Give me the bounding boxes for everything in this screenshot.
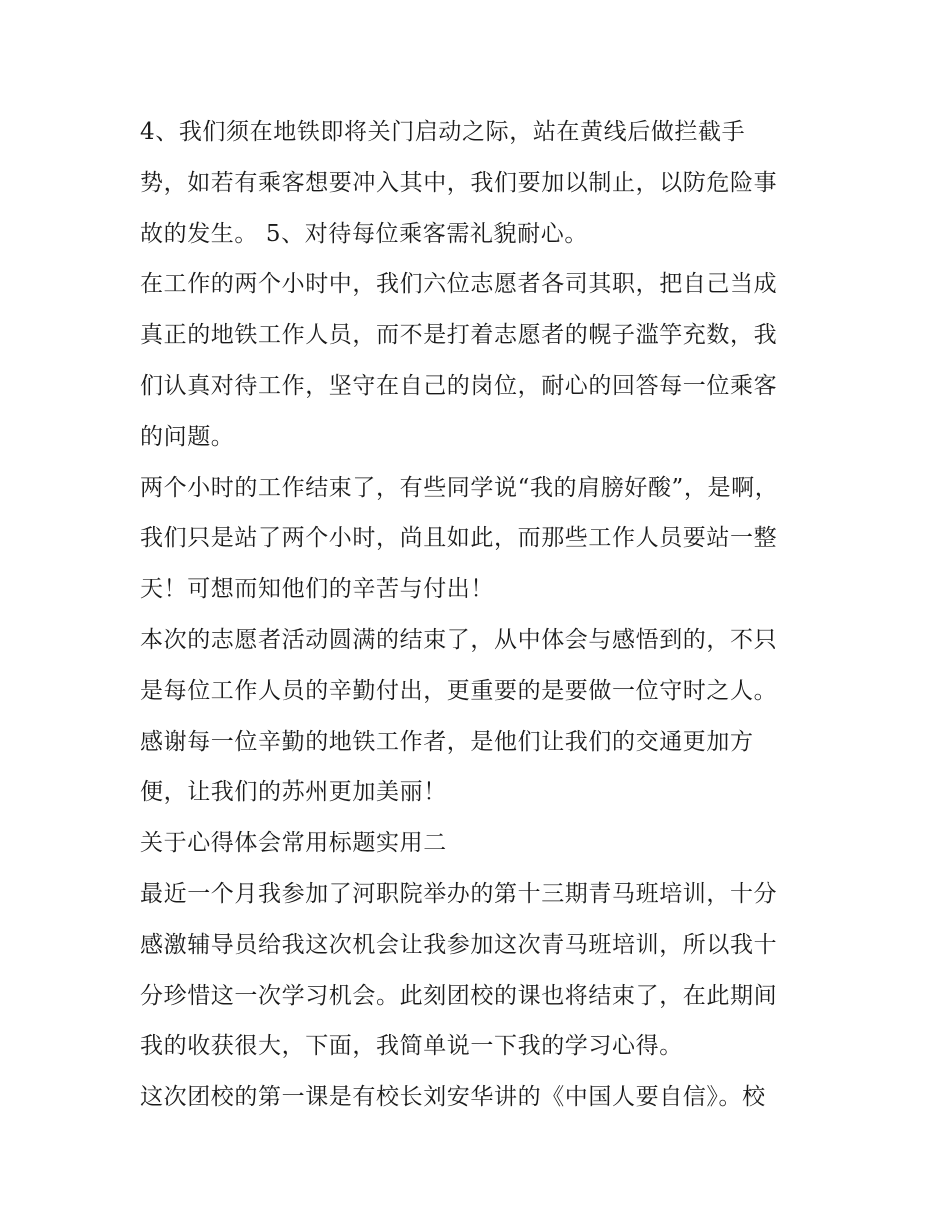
text-line: 们认真对待工作，坚守在自己的岗位，耐心的回答每一位乘客: [140, 372, 778, 399]
text-line: 故的发生。 5、对待每位乘客需礼貌耐心。: [140, 220, 588, 247]
text-line: 感谢每一位辛勤的地铁工作者，是他们让我们的交通更加方: [140, 728, 754, 755]
document-body: [140, 107, 820, 1123]
text-line: 势，如若有乘客想要冲入其中，我们要加以制止，以防危险事: [140, 169, 778, 196]
text-line: 最近一个月我参加了河职院举办的第十三期青马班培训，十分: [140, 880, 778, 907]
text-line: 天！可想而知他们的辛苦与付出！: [140, 576, 494, 603]
text-line: 我们只是站了两个小时，尚且如此，而那些工作人员要站一整: [140, 525, 778, 552]
text-line: 本次的志愿者活动圆满的结束了，从中体会与感悟到的，不只: [140, 626, 778, 653]
text-line: 真正的地铁工作人员，而不是打着志愿者的幌子滥竽充数，我: [140, 322, 778, 349]
text-line: 的问题。: [140, 423, 235, 450]
text-line: 在工作的两个小时中，我们六位志愿者各司其职，把自己当成: [140, 271, 778, 298]
text-line: 两个小时的工作结束了，有些同学说“我的肩膀好酸”，是啊，: [140, 474, 779, 501]
text-line: 这次团校的第一课是有校长刘安华讲的《中国人要自信》。校: [140, 1084, 766, 1111]
text-line: 4、我们须在地铁即将关门启动之际，站在黄线后做拦截手: [140, 119, 746, 145]
text-line: 是每位工作人员的辛勤付出，更重要的是要做一位守时之人。: [140, 677, 778, 704]
text-line: 分珍惜这一次学习机会。此刻团校的课也将结束了，在此期间: [140, 982, 778, 1009]
text-line: 我的收获很大，下面，我简单说一下我的学习心得。: [140, 1033, 683, 1060]
text-line: 感激辅导员给我这次机会让我参加这次青马班培训，所以我十: [140, 931, 778, 958]
text-line: 便，让我们的苏州更加美丽！: [140, 779, 447, 806]
section-heading: 关于心得体会常用标题实用二: [140, 830, 447, 857]
